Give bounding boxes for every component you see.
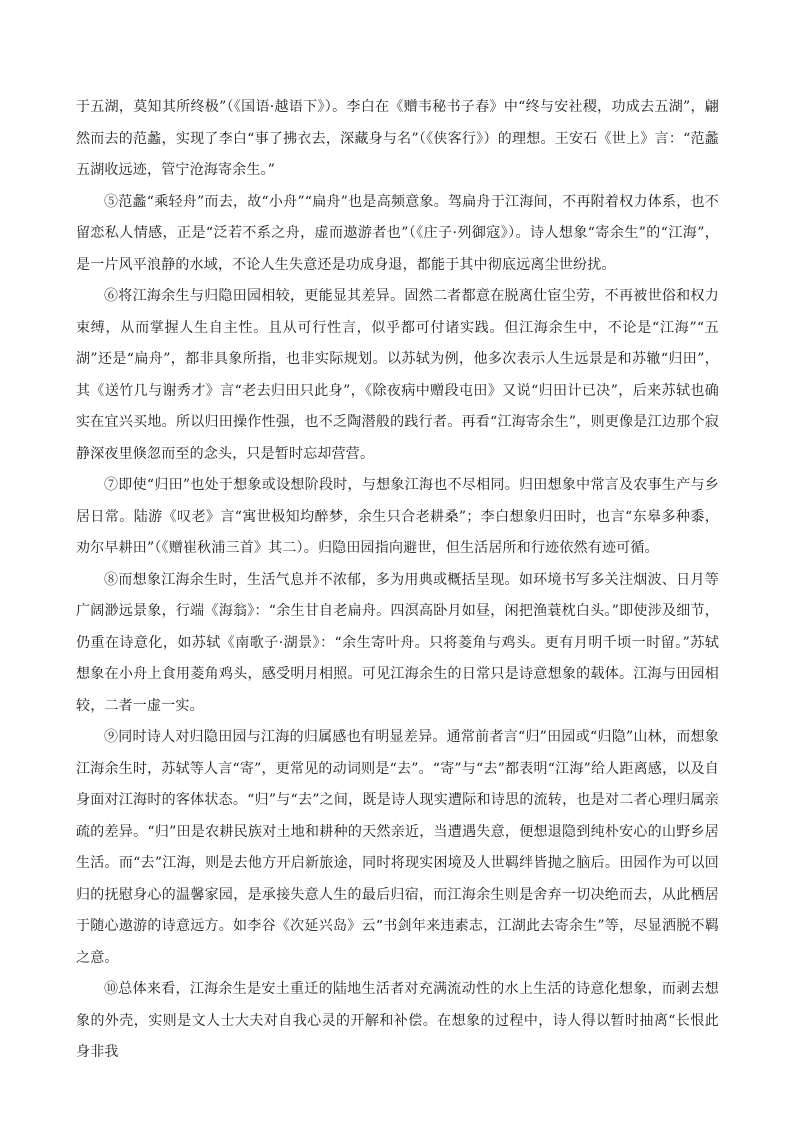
paragraph-7: ⑦即使“归田”也处于想象或设想阶段时，与想象江海也不尽相同。归田想象中常言及农事生产与乡居日常。陆游《叹老》言“寓世极知均醉梦，余生只合老耕桑”；李白想象归田时，也言“东皋多种黍，劝尔早耕田”（《赠崔秋浦三首》其二）。归隐田园指向避世，但生活居所和行迹依然有迹可循。 bbox=[76, 477, 719, 556]
paragraph-10: ⑩总体来看，江海余生是安土重迁的陆地生活者对充满流动性的水上生活的诗意化想象，而剥去想象的外壳，实则是文人士大夫对自我心灵的开解和补偿。在想象的过程中，诗人得以暂时抽离“长恨此身非我 bbox=[76, 981, 719, 1060]
paragraph-5: ⑤范蠡“乘轻舟”而去，故“小舟”“扁舟”也是高频意象。驾扁舟于江海间，不再附着权力体系，也不留恋私人情感，正是“泛若不系之舟，虚而遨游者也”（《庄子·列御寇》）。诗人想象“寄余生”的“江海”，是一片风平浪静的水域，不论人生失意还是功成身退，都能于其中彻底远离尘世纷扰。 bbox=[76, 193, 719, 273]
paragraph-8: ⑧而想象江海余生时，生活气息并不浓郁，多为用典或概括呈现。如环境书写多关注烟波、日月等广阔渺远景象，行端《海翁》：“余生甘自老扁舟。四溟高卧月如昼，闲把渔蓑枕白头。”即使涉及细节，仍重在诗意化，如苏轼《南歌子·湖景》：“余生寄叶舟。只将菱角与鸡头。更有月明千顷一时留。”苏轼想象在小舟上食用菱角鸡头，感受明月相照。可见江海余生的日常只是诗意想象的载体。江海与田园相较，二者一虚一实。 bbox=[76, 571, 719, 714]
paragraph-6: ⑥将江海余生与归隐田园相较，更能显其差异。固然二者都意在脱离仕宦尘劳，不再被世俗和权力束缚，从而掌握人生自主性。且从可行性言，似乎都可付诸实践。但江海余生中，不论是“江海”“五湖”还是“扁舟”，都非具象所指，也非实际规划。以苏轼为例，他多次表示人生远景是和苏辙“归田”，其《送竹几与谢秀才》言“老去归田只此身”，《除夜病中赠段屯田》又说“归田计已决”，后来苏轼也确实在宜兴买地。所以归田操作性强，也不乏陶潜般的践行者。再看“江海寄余生”，则更像是江边那个寂静深夜里倏忽而至的念头，只是暂时忘却营营。 bbox=[76, 288, 719, 462]
article-body bbox=[76, 92, 719, 1069]
paragraph-continuation: 于五湖，莫知其所终极”（《国语·越语下》）。李白在《赠韦秘书子春》中“终与安社稷，功成去五湖”，翩然而去的范蠡，实现了李白“事了拂衣去，深藏身与名”（《侠客行》）的理想。王安石《世上》言：“范蠡五湖收远迹，管宁沧海寄余生。” bbox=[76, 99, 719, 178]
paragraph-9: ⑨同时诗人对归隐田园与江海的归属感也有明显差异。通常前者言“归”田园或“归隐”山林，而想象江海余生时，苏轼等人言“寄”，更常见的动词则是“去”。“寄”与“去”都表明“江海”给人距离感，以及自身面对江海时的客体状态。“归”与“去”之间，既是诗人现实遭际和诗思的流转，也是对二者心理归属亲疏的差异。“归”田是农耕民族对土地和耕种的天然亲近，当遭遇失意，便想退隐到纯朴安心的山野乡居生活。而“去”江海，则是去他方开启新旅途，同时将现实困境及人世羁绊皆抛之脑后。田园作为可以回归的抚慰身心的温馨家园，是承接失意人生的最后归宿，而江海余生则是舍弃一切决绝而去，从此栖居于随心遨游的诗意远方。如李谷《次延兴岛》云“书剑年来违素志，江湖此去寄余生”等，尽显洒脱不羁之意。 bbox=[76, 729, 719, 966]
